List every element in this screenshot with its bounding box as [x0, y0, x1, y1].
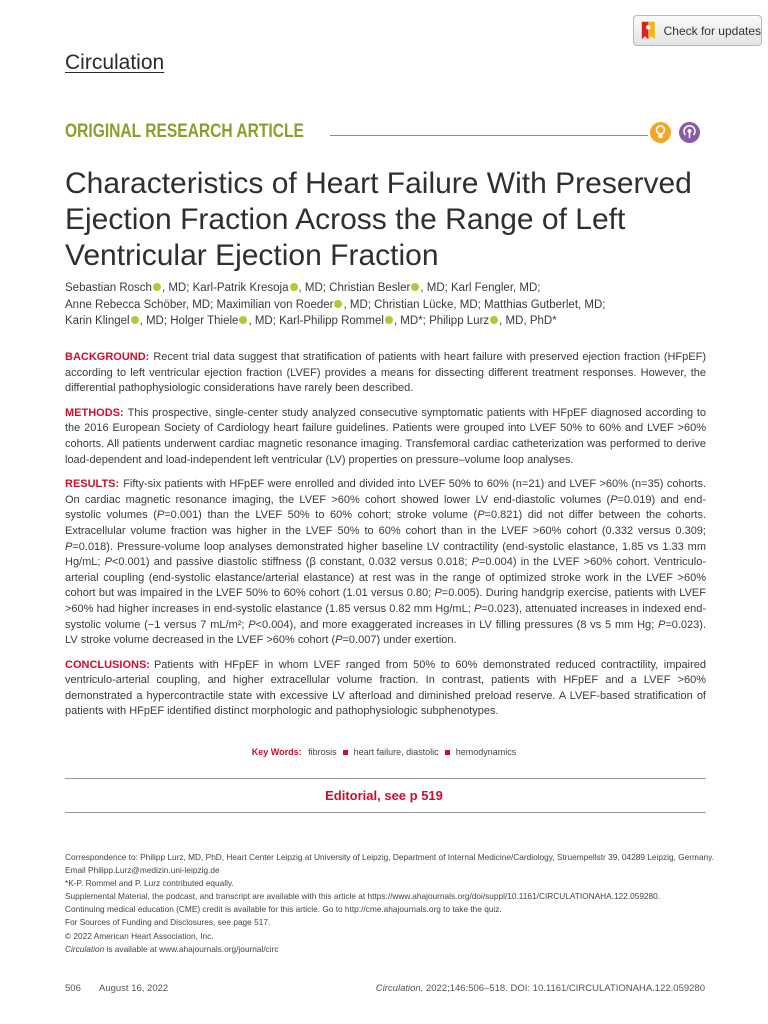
bookmark-ribbon-icon	[639, 20, 658, 42]
equal-contribution-note: *K-P. Rommel and P. Lurz contributed equally.	[65, 878, 234, 889]
abstract	[65, 350, 706, 729]
section-text: This prospective, single-center study analyzed consecutive symptomatic patients with HFpEF diagnosed according to the 2016 European Society of Cardiology heart failure guidelines. Patients were grouped into LVEF 50% to 60% and LVEF >60% cohorts. All patients underwent cardiac magnetic resonance imaging. Transfemoral cardiac catheterization was performed to derive load-dependent and load-independent left ventricular (LV) properties on pressure–volume loop analyses.	[65, 406, 706, 466]
p-symbol: P	[610, 493, 618, 506]
orcid-icon[interactable]	[239, 316, 247, 324]
p-symbol: P	[65, 540, 73, 553]
availability-journal: Circulation	[65, 943, 105, 954]
author-name: Karin Klingel	[65, 315, 130, 328]
journal-name[interactable]: Circulation	[65, 51, 165, 74]
keyword[interactable]: fibrosis	[308, 747, 337, 757]
results-segment: =0.821) did not differ between the cohorts. Extracellular volume fraction was higher in the LVEF 50% to 60% cohort than in the LVEF >60% cohort (0.332 versus 0.309;	[65, 509, 706, 537]
author-name: Karl-Patrik Kresoja	[192, 282, 289, 294]
p-symbol: P	[657, 618, 666, 631]
author-degree: , MD; Christian Lücke, MD; Matthias Gutberlet, MD;	[343, 298, 606, 311]
copyright-note: © 2022 American Heart Association, Inc.	[65, 930, 214, 941]
author-degree: , MD;	[139, 315, 171, 328]
author-name: Sebastian Rosch	[65, 282, 152, 294]
keyword[interactable]: heart failure, diastolic	[353, 747, 439, 757]
orcid-icon[interactable]	[290, 283, 298, 291]
article-title: Characteristics of Heart Failure With Preserved Ejection Fraction Across the Range of Left Ventricular Ejection Fraction	[65, 167, 692, 272]
section-heading: CONCLUSIONS:	[65, 658, 150, 671]
section-heading: METHODS:	[65, 406, 124, 419]
results-segment: <0.004), and more exaggerated increases in LV filling pressures (8 vs 5 mm Hg;	[255, 618, 658, 631]
author-name: Anne Rebecca Schöber, MD; Maximilian von Roeder	[65, 298, 334, 311]
abstract-methods	[65, 406, 706, 468]
p-symbol: P	[335, 634, 343, 647]
p-symbol: P	[471, 556, 479, 569]
availability-note[interactable]	[65, 943, 715, 956]
keyword[interactable]: hemodynamics	[455, 747, 517, 757]
orcid-icon[interactable]	[131, 316, 139, 324]
results-segment: =0.005). During handgrip exercise, patients with LVEF >60% had higher increases in end-systolic elastance (1.85 versus 0.82 mm Hg/mL;	[65, 587, 706, 615]
p-symbol: P	[473, 602, 482, 615]
p-symbol: P	[156, 509, 165, 522]
citation	[376, 983, 705, 994]
author-list	[65, 280, 715, 330]
orcid-icon[interactable]	[334, 300, 342, 308]
section-heading: RESULTS:	[65, 478, 120, 491]
section-text: Recent trial data suggest that stratification of patients with heart failure with preserved ejection fraction (HFpEF) according to left ventricular ejection fraction (LVEF) provides a means for dissecting different treatment responses. However, the differential pathophysiologic considerations have rarely been described.	[65, 351, 706, 395]
orcid-icon[interactable]	[385, 316, 393, 324]
editorial-bottom-divider	[65, 812, 706, 813]
results-segment: =0.023). LV stroke volume decreased in the LVEF >60% cohort (	[65, 618, 706, 647]
section-heading: BACKGROUND:	[65, 351, 150, 363]
abstract-background	[65, 350, 706, 397]
author-degree: , MD;	[298, 282, 330, 294]
results-segment: =0.018). Pressure-volume loop analyses demonstrated higher baseline LV contractility (end-systolic elastance, 1.85 vs 1.33 mm Hg/mL;	[65, 540, 706, 569]
section-text: Patients with HFpEF in whom LVEF ranged from 50% to 60% demonstrated reduced contractility, impaired ventriculo-arterial coupling, and higher extracellular volume fraction. In contrast, patients with HFpEF and a LVEF >60% demonstrated a hypercontractile state with excessive LV afterload and diminished preload reserve. A LVEF-based stratification of patients with HFpEF identified distinct morphologic and pathophysiologic subphenotypes.	[65, 658, 706, 718]
results-segment: =0.001) than the LVEF 50% to 60% cohort; stroke volume (	[164, 509, 478, 522]
funding-note: For Sources of Funding and Disclosures, see page 517.	[65, 917, 271, 928]
author-name: Holger Thiele	[170, 315, 239, 328]
author-degree: , MD, PhD*	[499, 315, 557, 328]
editorial-top-divider	[65, 778, 706, 779]
orcid-icon[interactable]	[411, 283, 419, 291]
author-name: Philipp Lurz	[429, 315, 490, 328]
page-number: 506	[65, 983, 81, 994]
results-segment: =0.004) in the LVEF >60% cohort. Ventriculo-arterial coupling (end-systolic elastance/arterial elastance) at rest was in the range of optimized stroke work in the LVEF >60% cohort but was impaired in the LVEF 50% to 60% cohort (1.01 versus 0.80;	[65, 556, 706, 600]
author-degree: , MD;	[161, 282, 193, 294]
author-degree: , MD*;	[393, 315, 430, 328]
abstract-results	[65, 477, 706, 649]
author-degree: , MD;	[248, 315, 280, 328]
abstract-conclusions	[65, 658, 706, 720]
bullet-square-icon	[445, 750, 450, 755]
issue-date: August 16, 2022	[99, 983, 169, 994]
keywords-label: Key Words:	[251, 747, 302, 757]
supplemental-note[interactable]: Supplemental Material, the podcast, and transcript are available with this article at https://www.ahajournals.org/doi/suppl/10.1161/CIRCULATIONAHA.122.059280.	[65, 891, 661, 902]
bullet-square-icon	[343, 750, 348, 755]
editorial-link[interactable]: Editorial, see p 519	[325, 788, 443, 803]
podcast-icon[interactable]	[679, 122, 700, 143]
p-symbol: P	[434, 587, 442, 600]
results-segment: =0.007) under exertion.	[342, 634, 457, 647]
author-name: Christian Besler	[329, 282, 411, 294]
orcid-icon[interactable]	[153, 283, 161, 291]
cme-note[interactable]: Continuing medical education (CME) credit is available for this article. Go to http://cme.ahajournals.org to take the quiz.	[65, 904, 502, 915]
results-segment: =0.023), attenuated increases in indexed end-systolic volume (−1 versus 7 mL/m²;	[65, 602, 706, 631]
cme-icon[interactable]	[650, 122, 671, 143]
p-symbol: P	[248, 618, 256, 631]
p-symbol: P	[104, 556, 112, 569]
results-segment: =0.019) and end-systolic volumes (	[65, 493, 706, 522]
keywords	[0, 747, 768, 757]
footnotes	[65, 851, 715, 956]
citation-text: 2022;146:506–518. DOI: 10.1161/CIRCULATIONAHA.122.059280	[423, 983, 705, 994]
p-symbol: P	[477, 509, 485, 522]
check-for-updates-label: Check for updates	[663, 23, 761, 38]
correspondence-note: Correspondence to: Philipp Lurz, MD, PhD, Heart Center Leipzig at University of Leipzig, Department of Internal Medicine/Cardiology, Struempellstr 39, 04289 Leipzig, Germany. Email Philipp.Lurz@medizin.uni-leipzig.de	[65, 852, 715, 876]
citation-journal: Circulation.	[375, 983, 424, 994]
author-degree: , MD; Karl Fengler, MD;	[420, 282, 541, 294]
article-type: ORIGINAL RESEARCH ARTICLE	[65, 121, 304, 142]
results-segment: <0.001) and passive diastolic stiffness (β constant, 0.032 versus 0.018;	[111, 556, 472, 569]
availability-text: is available at www.ahajournals.org/journal/circ	[104, 943, 279, 954]
article-type-divider	[330, 135, 648, 136]
check-for-updates-button[interactable]	[633, 15, 762, 46]
orcid-icon[interactable]	[490, 316, 498, 324]
results-segment: Fifty-six patients with HFpEF were enrolled and divided into LVEF 50% to 60% (n=21) and LVEF >60% (n=35) cohorts. On cardiac magnetic resonance imaging, the LVEF >60% cohort showed lower LV end-diastolic volumes (	[65, 478, 706, 506]
author-name: Karl-Philipp Rommel	[279, 315, 384, 328]
results-text	[65, 478, 706, 646]
